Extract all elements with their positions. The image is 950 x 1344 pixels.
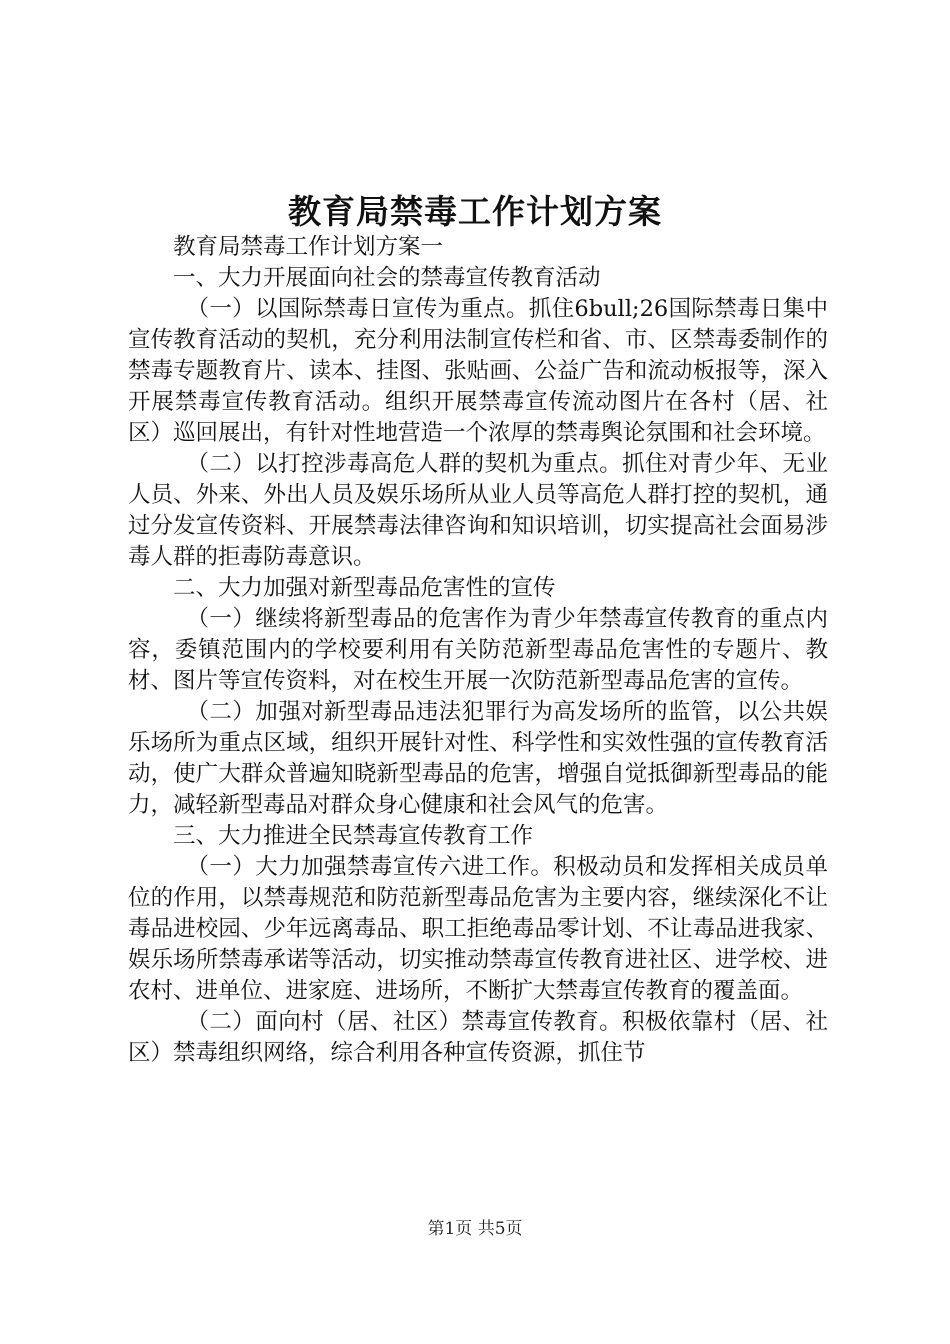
section-heading-1: 一、大力开展面向社会的禁毒宣传教育活动 — [173, 265, 601, 291]
body-paragraph: （一）大力加强禁毒宣传六进工作。积极动员和发挥相关成员单位的作用，以禁毒规范和防范新型毒品危害为主要内容，继续深化不让毒品进校园、少年远离毒品、职工拒绝毒品零计划、不让毒品进我家、娱乐场所禁毒承诺等活动，切实推动禁毒宣传教育进社区、进学校、进农村、进单位、进家庭、进场所，不断扩大禁毒宣传教育的覆盖面。 — [128, 854, 828, 1004]
body-paragraph: （二）面向村（居、社区）禁毒宣传教育。积极依靠村（居、社区）禁毒组织网络，综合利用各种宣传资源，抓住节 — [128, 1009, 828, 1066]
body-paragraph: （二）加强对新型毒品违法犯罪行为高发场所的监管，以公共娱乐场所为重点区域，组织开展针对性、科学性和实效性强的宣传教育活动，使广大群众普遍知晓新型毒品的危害，增强自觉抵御新型毒品的能力，减轻新型毒品对群众身心健康和社会风气的危害。 — [128, 699, 828, 818]
body-paragraph-subtitle: 教育局禁毒工作计划方案一 — [173, 234, 444, 260]
section-heading-2: 二、大力加强对新型毒品危害性的宣传 — [173, 575, 556, 601]
document-title: 教育局禁毒工作计划方案 — [288, 192, 662, 231]
document-body — [128, 232, 828, 1069]
body-paragraph: （一）以国际禁毒日宣传为重点。抓住6bull;26国际禁毒日集中宣传教育活动的契机，充分利用法制宣传栏和省、市、区禁毒委制作的禁毒专题教育片、读本、挂图、张贴画、公益广告和流动板报等，深入开展禁毒宣传教育活动。组织开展禁毒宣传流动图片在各村（居、社区）巡回展出，有针对性地营造一个浓厚的禁毒舆论氛围和社会环境。 — [128, 296, 828, 446]
body-paragraph: （一）继续将新型毒品的危害作为青少年禁毒宣传教育的重点内容，委镇范围内的学校要利用有关防范新型毒品危害性的专题片、教材、图片等宣传资料，对在校生开展一次防范新型毒品危害的宣传。 — [128, 606, 828, 694]
section-heading-3: 三、大力推进全民禁毒宣传教育工作 — [173, 823, 534, 849]
body-paragraph: （二）以打控涉毒高危人群的契机为重点。抓住对青少年、无业人员、外来、外出人员及娱乐场所从业人员等高危人群打控的契机，通过分发宣传资料、开展禁毒法律咨询和知识培训，切实提高社会面易涉毒人群的拒毒防毒意识。 — [128, 451, 828, 570]
page-number-footer: 第1页 共5页 — [427, 1219, 523, 1239]
